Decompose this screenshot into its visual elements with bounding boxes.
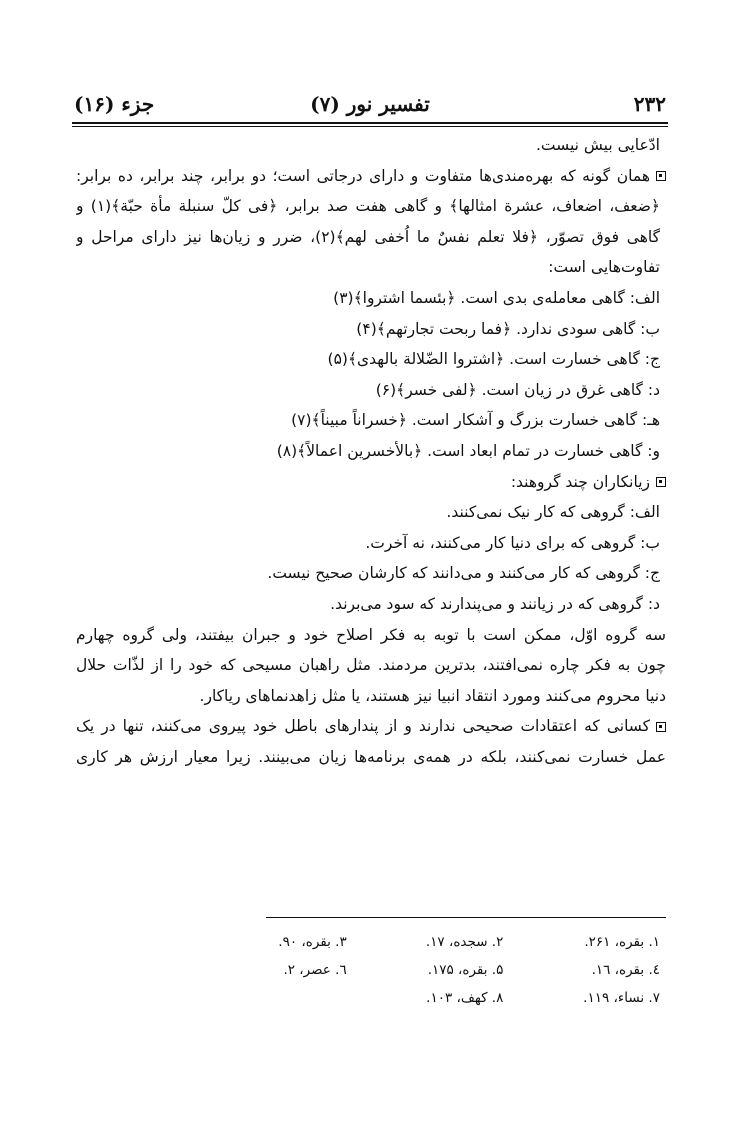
text-line: و: گاهی خسارت در تمام ابعاد است. ﴿بالأخسرین اعمالاً﴾(۸) [276,441,660,460]
text-line: د: گاهی غرق در زیان است. ﴿لفی خسر﴾(۶) [375,380,660,399]
text-line: د: گروهی که در زیانند و می‌پندارند که سود می‌برند. [330,594,660,613]
footnote-rule [266,917,666,918]
footnote-row [190,956,660,984]
footnote: ۲. سجده، ۱۷. [425,934,504,950]
running-header [72,92,668,120]
text-line: هـ: گاهی خسارت بزرگ و آشکار است. ﴿خسراناً مبیناً﴾(۷) [291,411,660,430]
header-rule-thin [72,126,668,127]
text-line: ﴿ضعف، اضعاف، عشرة امثالها﴾ و گاهی هفت صد برابر، ﴿فی کلّ سنبلة مأة حبّة﴾(۱) و [76,197,660,216]
text-line: ب: گروهی که برای دنیا کار می‌کنند، نه آخرت. [365,533,660,552]
square-bullet-icon [656,171,666,181]
footnote [190,984,347,1012]
text-line: الف: گروهی که کار نیک نمی‌کنند. [446,503,660,522]
footnote: ٦. عصر، ۲. [283,962,347,978]
text-line: عمل خسارت نمی‌کنند، بلکه در همه‌ی برنامه‌ها زیان می‌بینند. زیرا معیار ارزش هر کاری [76,747,666,766]
text-line: الف: گاهی معامله‌ی بدی است. ﴿بئسما اشتروا﴾(۳) [333,288,660,307]
footnote-row [190,928,660,956]
text-line: دنیا محروم می‌کنند ومورد انتقاد انبیا نیز هستند، یا مثل زاهدنماهای ریاکار. [199,686,666,705]
footnote-row [190,984,660,1012]
book-title: تفسیر نور (۷) [310,92,430,116]
footnote: ۵. بقره، ۱۷۵. [427,962,504,978]
text-line: ب: گاهی سودی ندارد. ﴿فما ربحت تجارتهم﴾(۴) [356,319,660,338]
main-text [76,130,666,772]
text-line: زیانکاران چند گروهند: [76,467,666,498]
square-bullet-icon [656,722,666,732]
header-rule-thick [72,122,668,124]
text-line: کسانی که اعتقادات صحیحی ندارند و از پندارهای باطل خود پیروی می‌کنند، تنها در یک [76,711,666,742]
text-line: گاهی فوق تصوّر، ﴿فلا تعلم نفسٌ ما اُخفی لهم﴾(۲)، ضرر و زیان‌ها نیز دارای مراحل و [76,227,660,246]
part-label: جزء (۱۶) [74,92,155,116]
text-line: ادّعایی بیش نیست. [536,136,660,154]
square-bullet-icon [656,477,666,487]
footnotes [190,928,660,1012]
page-number: ۲۳۲ [633,92,666,116]
text-line: همان گونه که بهره‌مندی‌ها متفاوت و دارای درجاتی است؛ دو برابر، چند برابر، ده برابر: [76,161,666,192]
footnote: ٤. بقره، ۱٦. [591,962,660,978]
footnote: ۱. بقره، ۲۶۱. [584,934,660,950]
footnote: ۳. بقره، ۹۰. [278,934,347,950]
text-line: چون به فکر چاره نمی‌افتند، بدترین مردمند. مثل راهبان مسیحی که خود را از لذّات حلال [76,656,666,675]
text-line: سه گروه اوّل، ممکن است با توبه به فکر اصلاح خود و جبران بیفتند، ولی گروه چهارم [76,625,666,644]
text-line: ج: گروهی که کار می‌کنند و می‌دانند که کارشان صحیح نیست. [267,564,660,583]
footnote: ۷. نساء، ۱۱۹. [583,990,660,1006]
footnote: ۸. کهف، ۱۰۳. [426,990,504,1006]
text-line: تفاوت‌هایی است: [548,258,660,277]
text-line: ج: گاهی خسارت است. ﴿اشتروا الضّلالة بالهدی﴾(۵) [327,350,660,369]
